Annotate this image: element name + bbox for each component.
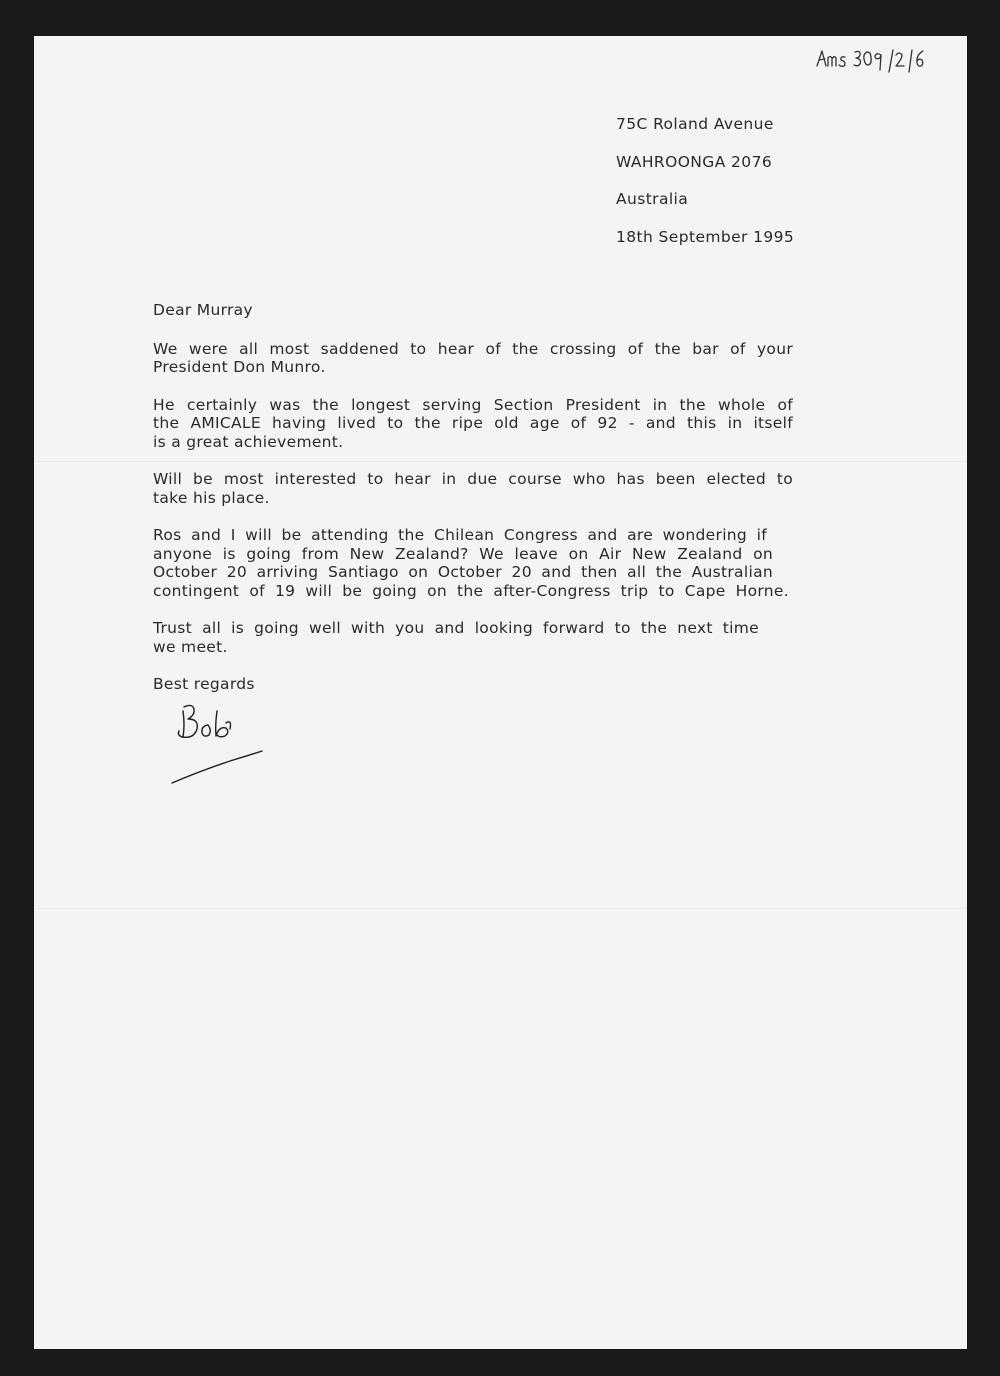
address-line-2: WAHROONGA 2076 <box>616 152 773 171</box>
address-line-3: Australia <box>616 190 689 208</box>
paragraph-line: the AMICALE having lived to the ripe old age of 92 - and this in itself <box>153 414 793 432</box>
paragraph-line: Will be most interested to hear in due course who has been elected to <box>153 470 793 488</box>
signature-handwritten <box>170 701 270 787</box>
paragraph-line: contingent of 19 will be going on the after-Congress trip to Cape Horne. <box>153 581 789 600</box>
paragraph-line: anyone is going from New Zealand? We leave on Air New Zealand on <box>153 544 773 563</box>
paragraph-3 <box>153 470 793 507</box>
address-line-1: 75C Roland Avenue <box>616 115 774 133</box>
paragraph-line: October 20 arriving Santiago on October 20 and then all the Australian <box>153 563 773 581</box>
paragraph-line: is a great achievement. <box>153 432 344 451</box>
paragraph-line: He certainly was the longest serving Section President in the whole of <box>153 395 793 414</box>
letter-body <box>153 301 793 694</box>
paragraph-line: Trust all is going well with you and looking forward to the next time <box>153 619 759 637</box>
paragraph-1 <box>153 340 793 377</box>
paragraph-line: We were all most saddened to hear of the crossing of the bar of your <box>153 339 793 358</box>
paragraph-4 <box>153 526 793 600</box>
paragraph-line: Ros and I will be attending the Chilean Congress and are wondering if <box>153 526 767 544</box>
paragraph-2 <box>153 396 793 452</box>
fold-crease-bottom <box>34 908 967 909</box>
salutation: Dear Murray <box>153 301 253 319</box>
archive-reference-handwritten <box>815 46 927 74</box>
closing: Best regards <box>153 675 255 693</box>
paragraph-line: we meet. <box>153 637 228 656</box>
letter-date: 18th September 1995 <box>616 227 795 246</box>
letter-page <box>34 36 967 1349</box>
paragraph-line: take his place. <box>153 488 270 507</box>
sender-address <box>616 113 794 263</box>
paragraph-5 <box>153 619 793 656</box>
paragraph-line: President Don Munro. <box>153 358 326 376</box>
